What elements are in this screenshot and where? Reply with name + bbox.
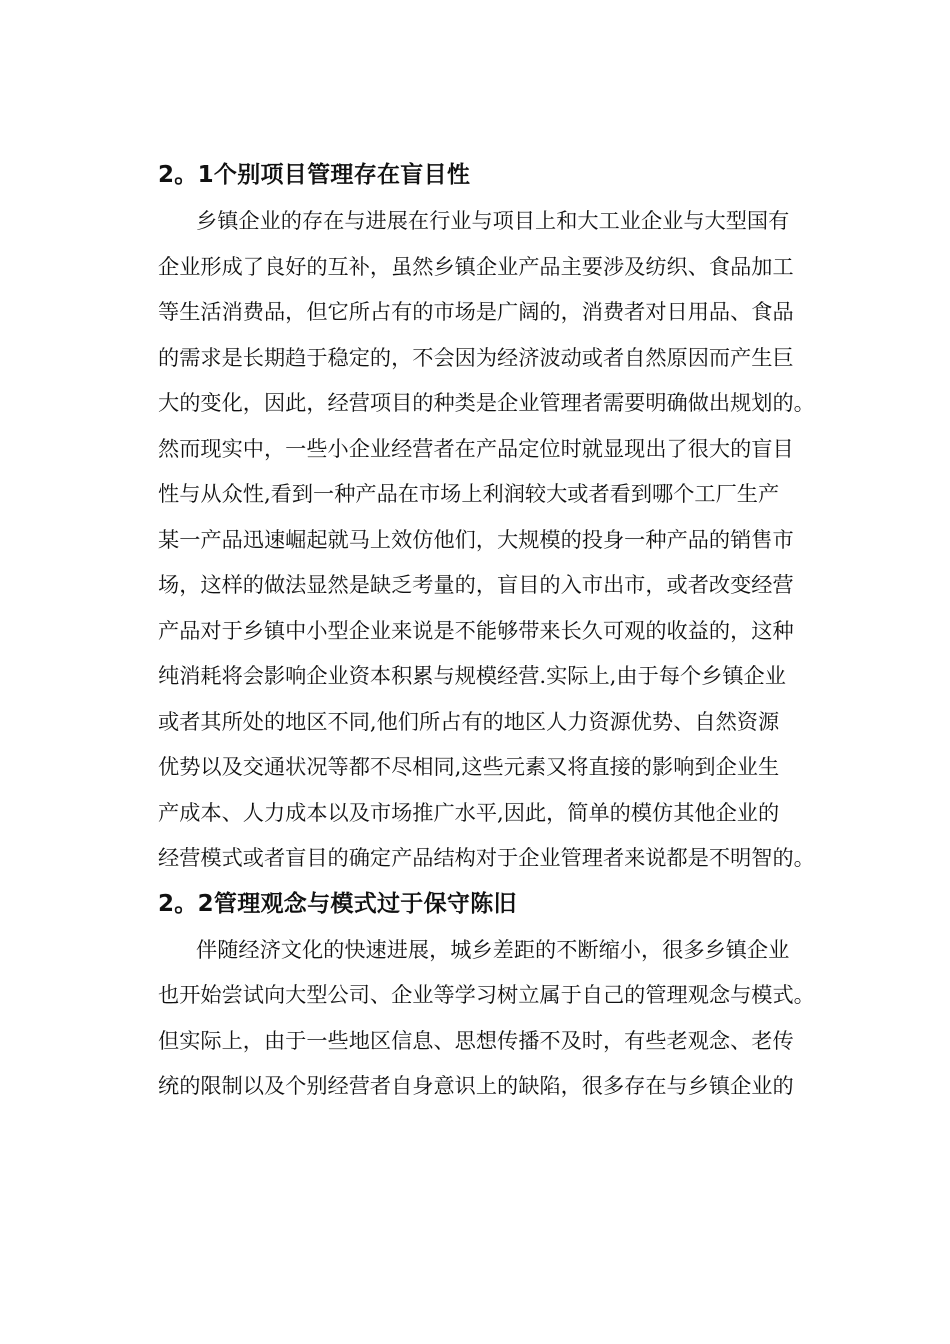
paragraph-line: 然而现实中，一些小企业经营者在产品定位时就显现出了很大的盲目 (158, 435, 794, 461)
paragraph-line: 场，这样的做法显然是缺乏考量的，盲目的入市出市，或者改变经营 (158, 572, 794, 597)
paragraph-line: 的需求是长期趋于稳定的，不会因为经济波动或者自然原因而产生巨 (158, 344, 794, 370)
paragraph-line: 纯消耗将会影响企业资本积累与规模经营.实际上,由于每个乡镇企业 (158, 663, 786, 688)
paragraph-line: 大的变化，因此，经营项目的种类是企业管理者需要明确做出规划的。 (158, 390, 815, 415)
section-heading-2-1: 2。1个别项目管理存在盲目性 (158, 162, 471, 188)
document-body (158, 152, 838, 1109)
paragraph-line: 性与从众性,看到一种产品在市场上利润较大或者看到哪个工厂生产 (158, 481, 780, 506)
paragraph-line: 或者其所处的地区不同,他们所占有的地区人力资源优势、自然资源 (158, 708, 780, 734)
paragraph-line: 统的限制以及个别经营者自身意识上的缺陷，很多存在与乡镇企业的 (158, 1073, 794, 1098)
paragraph-line: 优势以及交通状况等都不尽相同,这些元素又将直接的影响到企业生 (158, 754, 780, 779)
section-heading-2-2: 2。2管理观念与模式过于保守陈旧 (158, 890, 517, 917)
paragraph-line: 经营模式或者盲目的确定产品结构对于企业管理者来说都是不明智的。 (158, 845, 815, 870)
paragraph-line: 伴随经济文化的快速进展，城乡差距的不断缩小，很多乡镇企业 (196, 936, 790, 962)
paragraph-line: 但实际上，由于一些地区信息、思想传播不及时，有些老观念、老传 (158, 1027, 794, 1053)
paragraph-line: 企业形成了良好的互补，虽然乡镇企业产品主要涉及纺织、食品加工 (158, 253, 794, 279)
paragraph-2-1 (158, 198, 838, 881)
paragraph-line: 也开始尝试向大型公司、企业等学习树立属于自己的管理观念与模式。 (158, 982, 815, 1007)
paragraph-line: 产成本、人力成本以及市场推广水平,因此，简单的模仿其他企业的 (158, 799, 780, 825)
paragraph-line: 乡镇企业的存在与进展在行业与项目上和大工业企业与大型国有 (196, 208, 790, 233)
paragraph-line: 产品对于乡镇中小型企业来说是不能够带来长久可观的收益的，这种 (158, 617, 794, 643)
paragraph-2-2 (158, 927, 838, 1109)
paragraph-line: 某一产品迅速崛起就马上效仿他们，大规模的投身一种产品的销售市 (158, 526, 794, 552)
paragraph-line: 等生活消费品，但它所占有的市场是广阔的，消费者对日用品、食品 (158, 299, 794, 324)
